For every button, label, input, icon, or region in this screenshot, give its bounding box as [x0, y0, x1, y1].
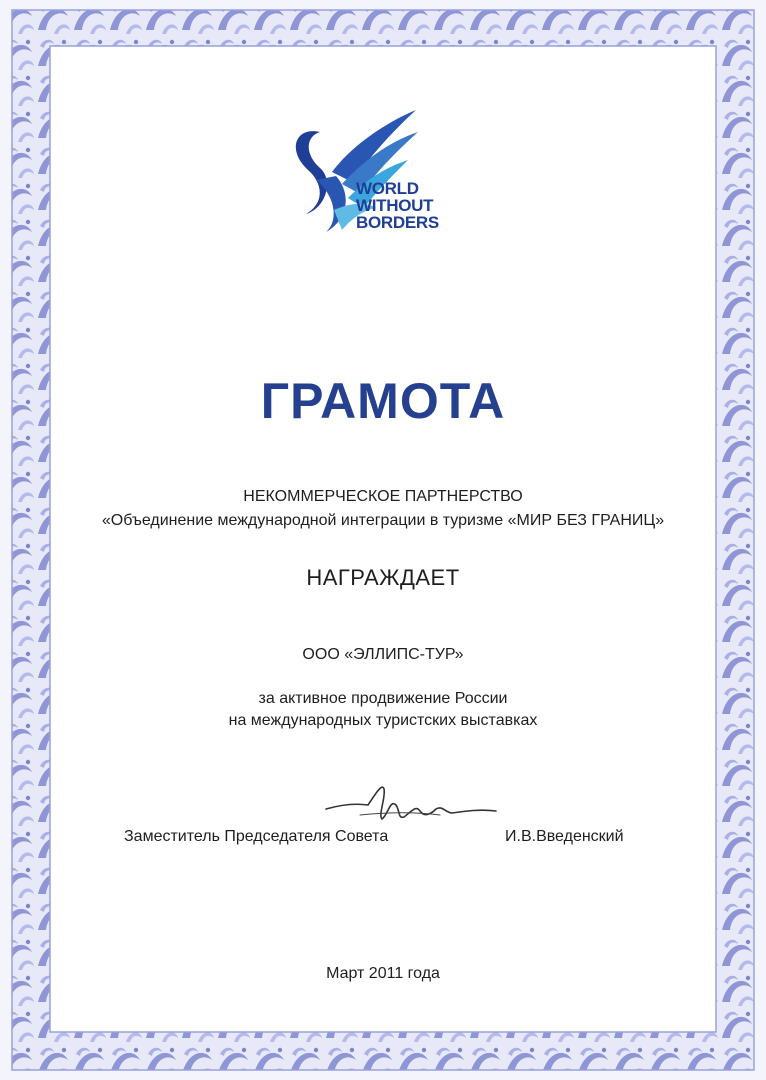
signer-role: Заместитель Председателя Совета: [124, 828, 389, 845]
awards-heading: НАГРАЖДАЕТ: [306, 565, 460, 590]
signer-name: И.В.Введенский: [505, 828, 624, 845]
award-reason-line-2: на международных туристских выставках: [228, 712, 538, 729]
certificate-title: ГРАМОТА: [260, 373, 506, 429]
organization-type: НЕКОММЕРЧЕСКОЕ ПАРТНЕРСТВО: [243, 488, 523, 505]
recipient-name: ООО «ЭЛЛИПС-ТУР»: [302, 646, 464, 663]
issue-date: Март 2011 года: [326, 965, 440, 982]
organization-name: «Объединение международной интеграции в туризме «МИР БЕЗ ГРАНИЦ»: [101, 512, 665, 529]
logo-wordmark: [356, 180, 476, 231]
handwritten-signature: [320, 775, 510, 830]
award-reason-line-1: за активное продвижение России: [258, 690, 508, 707]
logo-line-borders: BORDERS: [356, 213, 439, 232]
logo-line-without: WITHOUT: [356, 196, 434, 215]
logo-line-world: WORLD: [356, 179, 419, 198]
